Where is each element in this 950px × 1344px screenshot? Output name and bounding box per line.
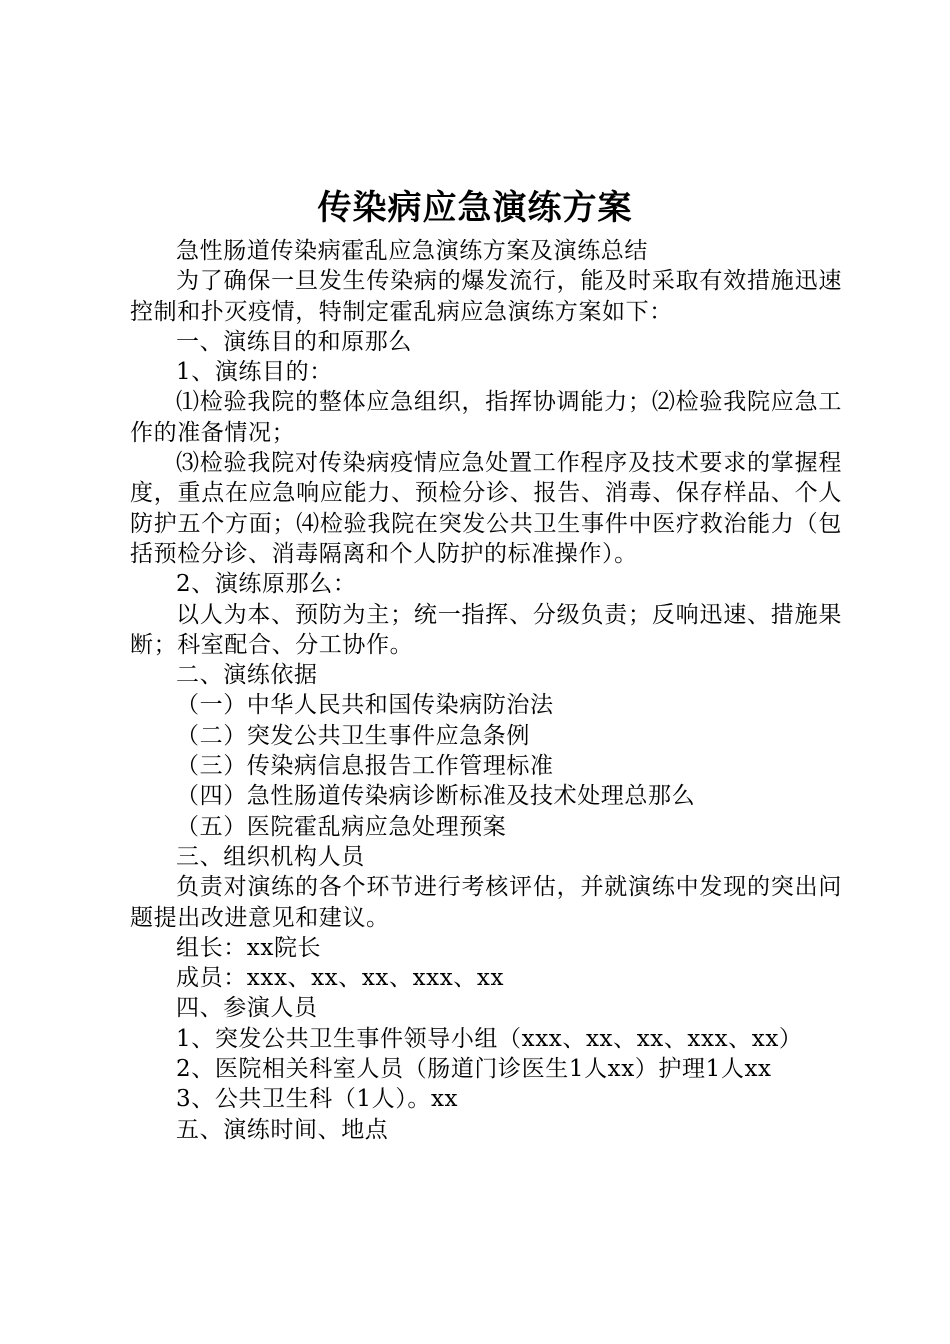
basis-item-5: （五）医院霍乱病应急处理预案 xyxy=(176,813,507,840)
purpose-paragraph-2: ⑶检验我院对传染病疫情应急处置工作程序及技术要求的掌握程度，重点在应急响应能力、预检分诊、报告、消毒、保存样品、个人防护五个方面；⑷检验我院在突发公共卫生事件中医疗救治能力（包括预检分诊、消毒隔离和个人防护的标准操作）。 xyxy=(130,450,842,567)
basis-item-1: （一）中华人民共和国传染病防治法 xyxy=(176,692,554,719)
subsection-heading-1-1: 1、演练目的： xyxy=(176,359,333,386)
team-leader-line: 组长：xx院长 xyxy=(176,934,322,961)
basis-item-4: （四）急性肠道传染病诊断标准及技术处理总那么 xyxy=(176,783,696,810)
purpose-paragraph-1: ⑴检验我院的整体应急组织，指挥协调能力；⑵检验我院应急工作的准备情况； xyxy=(130,389,842,446)
organization-paragraph: 负责对演练的各个环节进行考核评估，并就演练中发现的突出问题提出改进意见和建议。 xyxy=(130,874,842,931)
document-title: 传染病应急演练方案 xyxy=(317,188,633,228)
team-members-line: 成员：xxx、xx、xx、xxx、xx xyxy=(176,965,505,992)
section-heading-1: 一、演练目的和原那么 xyxy=(176,328,412,355)
section-heading-4: 四、参演人员 xyxy=(176,995,318,1022)
document-body xyxy=(130,236,842,1145)
intro-paragraph: 为了确保一旦发生传染病的爆发流行，能及时采取有效措施迅速控制和扑灭疫情，特制定霍乱病应急演练方案如下： xyxy=(130,268,842,325)
participant-item-2: 2、医院相关科室人员（肠道门诊医生1人xx）护理1人xx xyxy=(176,1056,772,1083)
basis-item-3: （三）传染病信息报告工作管理标准 xyxy=(176,753,554,780)
section-heading-2: 二、演练依据 xyxy=(176,662,318,689)
section-heading-5: 五、演练时间、地点 xyxy=(176,1116,389,1143)
subtitle-paragraph: 急性肠道传染病霍乱应急演练方案及演练总结 xyxy=(176,238,648,264)
principle-paragraph: 以人为本、预防为主；统一指挥、分级负责；反响迅速、措施果断；科室配合、分工协作。 xyxy=(130,601,842,658)
participant-item-3: 3、公共卫生科（1人）。xx xyxy=(176,1086,459,1113)
basis-item-2: （二）突发公共卫生事件应急条例 xyxy=(176,722,530,749)
section-heading-3: 三、组织机构人员 xyxy=(176,843,365,870)
participant-item-1: 1、突发公共卫生事件领导小组（xxx、xx、xx、xxx、xx） xyxy=(176,1025,803,1052)
subsection-heading-1-2: 2、演练原那么： xyxy=(176,571,357,598)
